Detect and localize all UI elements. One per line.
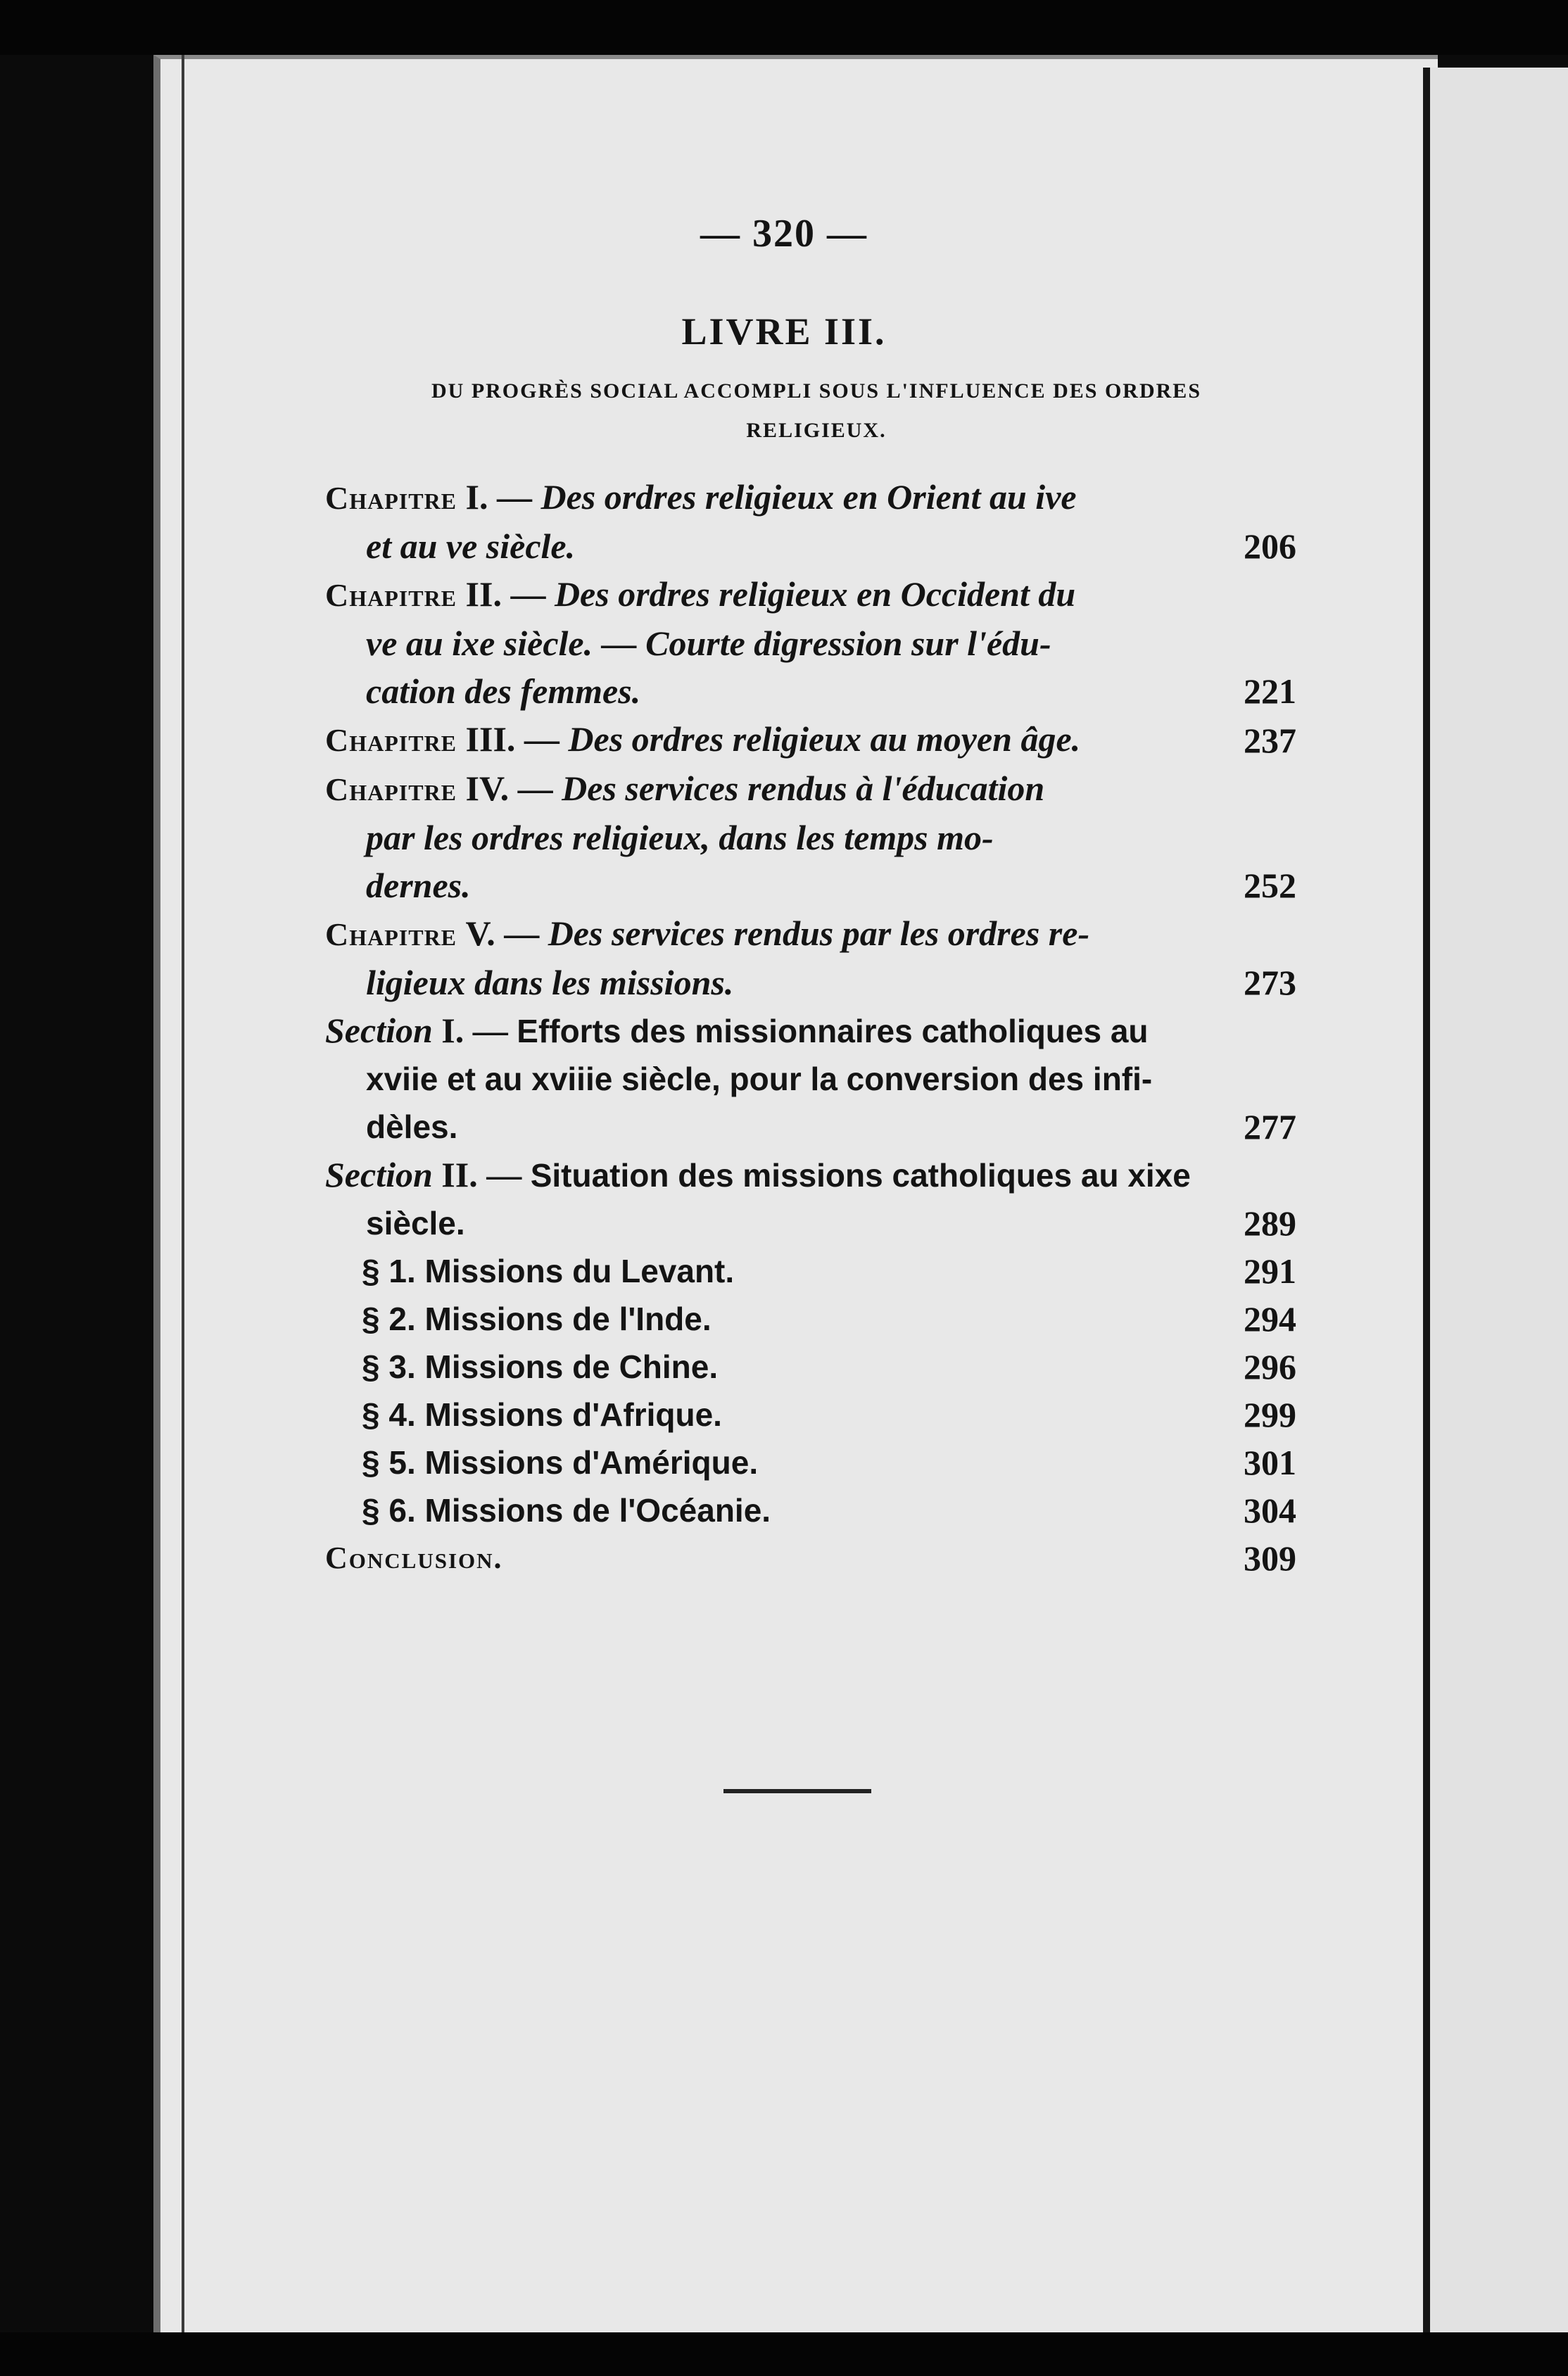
subsection-title: § 3. Missions de Chine. — [362, 1348, 719, 1385]
chapter-title-line: et au ve siècle. — [366, 526, 576, 566]
page-reference: 277 — [1244, 1107, 1296, 1146]
chapter-title-line: Des services rendus à l'éducation — [562, 769, 1045, 808]
facing-page-edge — [1430, 68, 1568, 2332]
section-title-line: Situation des missions catholiques au xixe — [530, 1157, 1191, 1194]
chapter-title-line: Des ordres religieux en Occident du — [554, 574, 1076, 614]
toc-entry-chapter-3 — [325, 715, 1296, 764]
page-reference: 304 — [1244, 1491, 1296, 1530]
toc-entry-subsection-2 — [325, 1295, 1296, 1343]
chapter-title-line: ligieux dans les missions. — [366, 963, 734, 1002]
page-reference: 291 — [1244, 1251, 1296, 1291]
page-reference: 221 — [1244, 671, 1296, 711]
chapter-label: Chapitre — [325, 722, 457, 758]
page-reference: 309 — [1244, 1538, 1296, 1578]
section-title-line: dèles. — [366, 1108, 458, 1145]
scan-left-border — [0, 0, 146, 2376]
section-number: I. — — [441, 1011, 508, 1050]
page-reference: 296 — [1244, 1347, 1296, 1386]
section-title-line: xviie et au xviiie siècle, pour la conversion des infi- — [366, 1061, 1153, 1097]
page-edge-line — [182, 55, 184, 2332]
page-reference: 294 — [1244, 1299, 1296, 1339]
subsection-title: § 6. Missions de l'Océanie. — [362, 1492, 771, 1529]
page-reference: 289 — [1244, 1203, 1296, 1243]
page-reference: 299 — [1244, 1395, 1296, 1434]
toc-entry-chapter-5 — [325, 909, 1296, 1006]
toc-entry-section-2 — [325, 1151, 1296, 1247]
chapter-label: Chapitre — [325, 771, 457, 807]
chapter-number: IV. — — [465, 769, 553, 808]
chapter-number: I. — — [465, 477, 532, 517]
scan-top-border — [0, 0, 1568, 55]
chapter-label: Chapitre — [325, 480, 457, 516]
subsection-title: § 2. Missions de l'Inde. — [362, 1301, 712, 1337]
chapter-title-line: Des ordres religieux au moyen âge. — [568, 719, 1081, 759]
page-reference: 273 — [1244, 963, 1296, 1002]
section-title-line: Efforts des missionnaires catholiques au — [517, 1013, 1149, 1049]
chapter-label: Chapitre — [325, 577, 457, 613]
toc-entry-subsection-6 — [325, 1486, 1296, 1534]
chapter-number: V. — — [465, 914, 540, 953]
page-reference: 206 — [1244, 526, 1296, 566]
conclusion-label: Conclusion. — [325, 1541, 503, 1575]
subsection-title: § 1. Missions du Levant. — [362, 1253, 735, 1289]
section-number: II. — — [441, 1155, 522, 1194]
page-reference: 301 — [1244, 1443, 1296, 1482]
chapter-title-line: Des services rendus par les ordres re- — [548, 914, 1090, 953]
book-subheading: DU PROGRÈS SOCIAL ACCOMPLI SOUS L'INFLUENCE DES ORDRES RELIGIEUX. — [431, 379, 1201, 442]
toc-entry-subsection-5 — [325, 1439, 1296, 1486]
page-reference: 237 — [1244, 721, 1296, 760]
chapter-title-line: dernes. — [366, 866, 471, 905]
chapter-number: III. — — [465, 719, 559, 759]
section-label: Section — [325, 1155, 433, 1194]
section-title-line: siècle. — [366, 1205, 465, 1241]
toc-entry-chapter-1 — [325, 473, 1296, 570]
toc-entry-subsection-1 — [325, 1247, 1296, 1295]
closing-rule — [723, 1789, 871, 1793]
page-reference: 252 — [1244, 866, 1296, 905]
chapter-number: II. — — [465, 574, 546, 614]
page-gutter — [1423, 68, 1430, 2332]
subsection-title: § 4. Missions d'Afrique. — [362, 1396, 722, 1433]
toc-entry-subsection-3 — [325, 1343, 1296, 1391]
table-of-contents — [325, 473, 1296, 1582]
chapter-title-line: par les ordres religieux, dans les temps mo- — [366, 818, 994, 857]
chapter-title-line: Des ordres religieux en Orient au ive — [540, 477, 1077, 517]
toc-entry-section-1 — [325, 1006, 1296, 1151]
toc-entry-subsection-4 — [325, 1391, 1296, 1439]
book-heading: LIVRE III. — [681, 310, 887, 353]
page-number: — 320 — — [700, 212, 868, 255]
section-label: Section — [325, 1011, 433, 1050]
chapter-title-line: cation des femmes. — [366, 671, 641, 711]
chapter-label: Chapitre — [325, 916, 457, 952]
scan-bottom-border — [0, 2332, 1568, 2376]
toc-entry-conclusion — [325, 1534, 1296, 1582]
subsection-title: § 5. Missions d'Amérique. — [362, 1444, 759, 1481]
chapter-title-line: ve au ixe siècle. — Courte digression sur l'édu- — [366, 624, 1051, 663]
toc-entry-chapter-4 — [325, 764, 1296, 909]
toc-entry-chapter-2 — [325, 570, 1296, 715]
